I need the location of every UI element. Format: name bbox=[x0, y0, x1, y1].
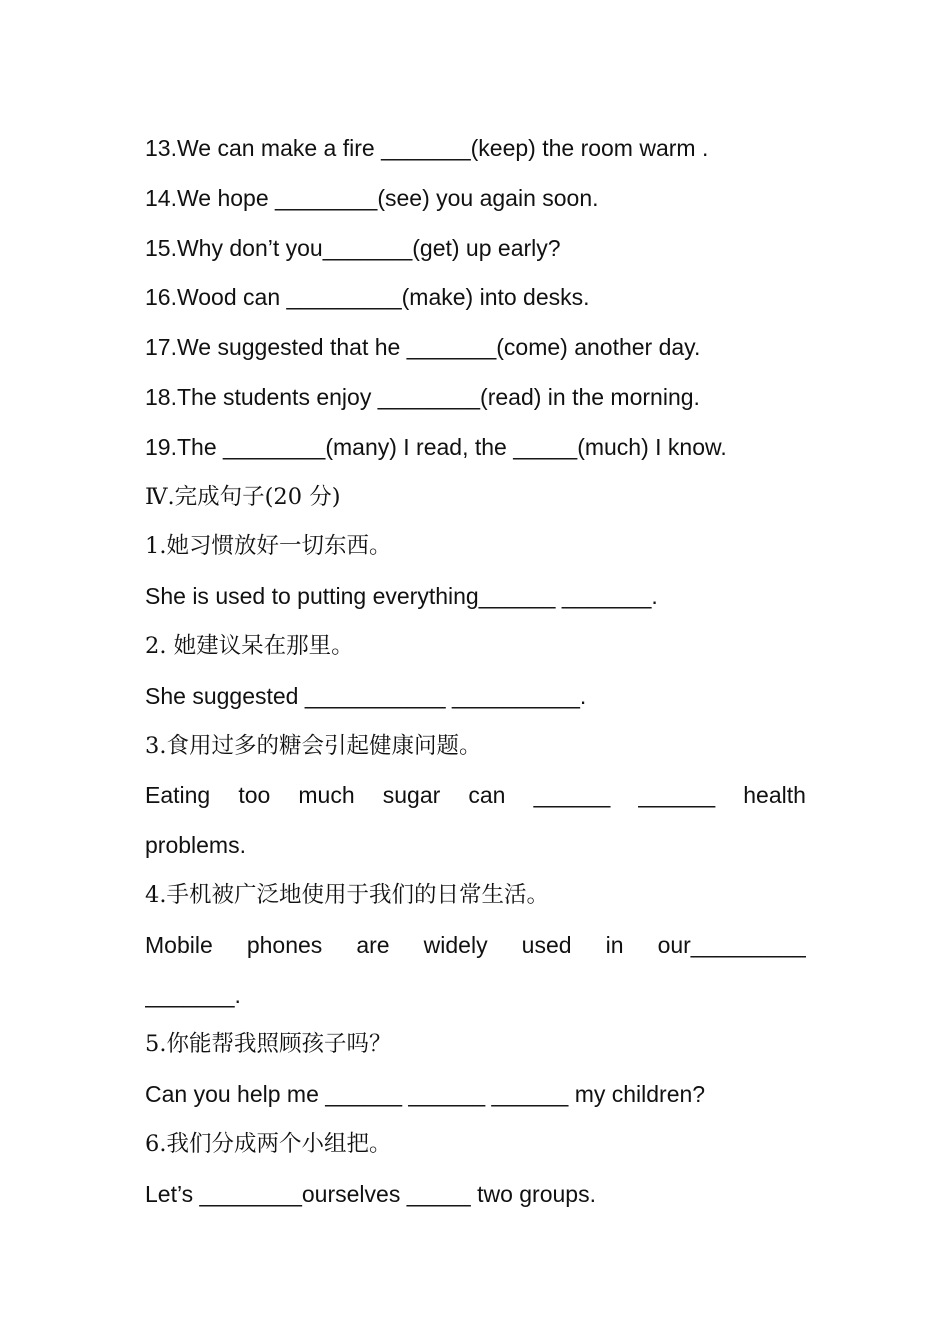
question-6-chinese: 6.我们分成两个小组把。 bbox=[145, 1130, 392, 1157]
blank: ______ bbox=[638, 782, 716, 809]
question-4-chinese: 4.手机被广泛地使用于我们的日常生活。 bbox=[145, 881, 549, 908]
question-5-chinese: 5.你能帮我照顾孩子吗？ bbox=[145, 1031, 392, 1058]
word: can bbox=[468, 782, 506, 809]
question-5-english: Can you help me ______ ______ ______ my children? bbox=[145, 1081, 706, 1108]
question-1-english: She is used to putting everything______ _______. bbox=[145, 583, 658, 610]
word: Eating bbox=[145, 782, 211, 809]
word: too bbox=[238, 782, 271, 809]
question-4-english bbox=[145, 921, 806, 971]
word: phones bbox=[246, 931, 323, 958]
question-3-chinese: 3.食用过多的糖会引起健康问题。 bbox=[145, 732, 482, 759]
section-heading: Ⅳ.完成句子(20 分) bbox=[145, 483, 341, 510]
worksheet-page bbox=[145, 124, 806, 1220]
blank: ______ bbox=[533, 782, 611, 809]
word: widely bbox=[423, 931, 488, 958]
question-2-english: She suggested ___________ __________. bbox=[145, 682, 587, 709]
exercise-15: 15.Why don’t you_______(get) up early? bbox=[145, 234, 561, 261]
question-3-english-cont: problems. bbox=[145, 832, 246, 859]
question-1-chinese: 1.她习惯放好一切东西。 bbox=[145, 533, 392, 560]
question-2-chinese: 2. 她建议呆在那里。 bbox=[145, 632, 354, 659]
question-4-english-cont: _______. bbox=[145, 981, 241, 1008]
word: used bbox=[521, 931, 572, 958]
question-3-english bbox=[145, 771, 806, 821]
word: our_________ bbox=[657, 931, 806, 958]
word: sugar bbox=[382, 782, 441, 809]
exercise-14: 14.We hope ________(see) you again soon. bbox=[145, 184, 599, 211]
word: Mobile bbox=[145, 931, 213, 958]
exercise-17: 17.We suggested that he _______(come) another day. bbox=[145, 334, 701, 361]
exercise-18: 18.The students enjoy ________(read) in the morning. bbox=[145, 383, 700, 410]
exercise-13: 13.We can make a fire _______(keep) the room warm . bbox=[145, 135, 709, 161]
word: are bbox=[356, 931, 390, 958]
exercise-19: 19.The ________(many) I read, the _____(much) I know. bbox=[145, 433, 727, 460]
word: in bbox=[605, 931, 624, 958]
exercise-16: 16.Wood can _________(make) into desks. bbox=[145, 284, 590, 311]
word: much bbox=[298, 782, 355, 809]
question-6-english: Let’s ________ourselves _____ two groups. bbox=[145, 1180, 596, 1207]
word: health bbox=[743, 782, 806, 809]
